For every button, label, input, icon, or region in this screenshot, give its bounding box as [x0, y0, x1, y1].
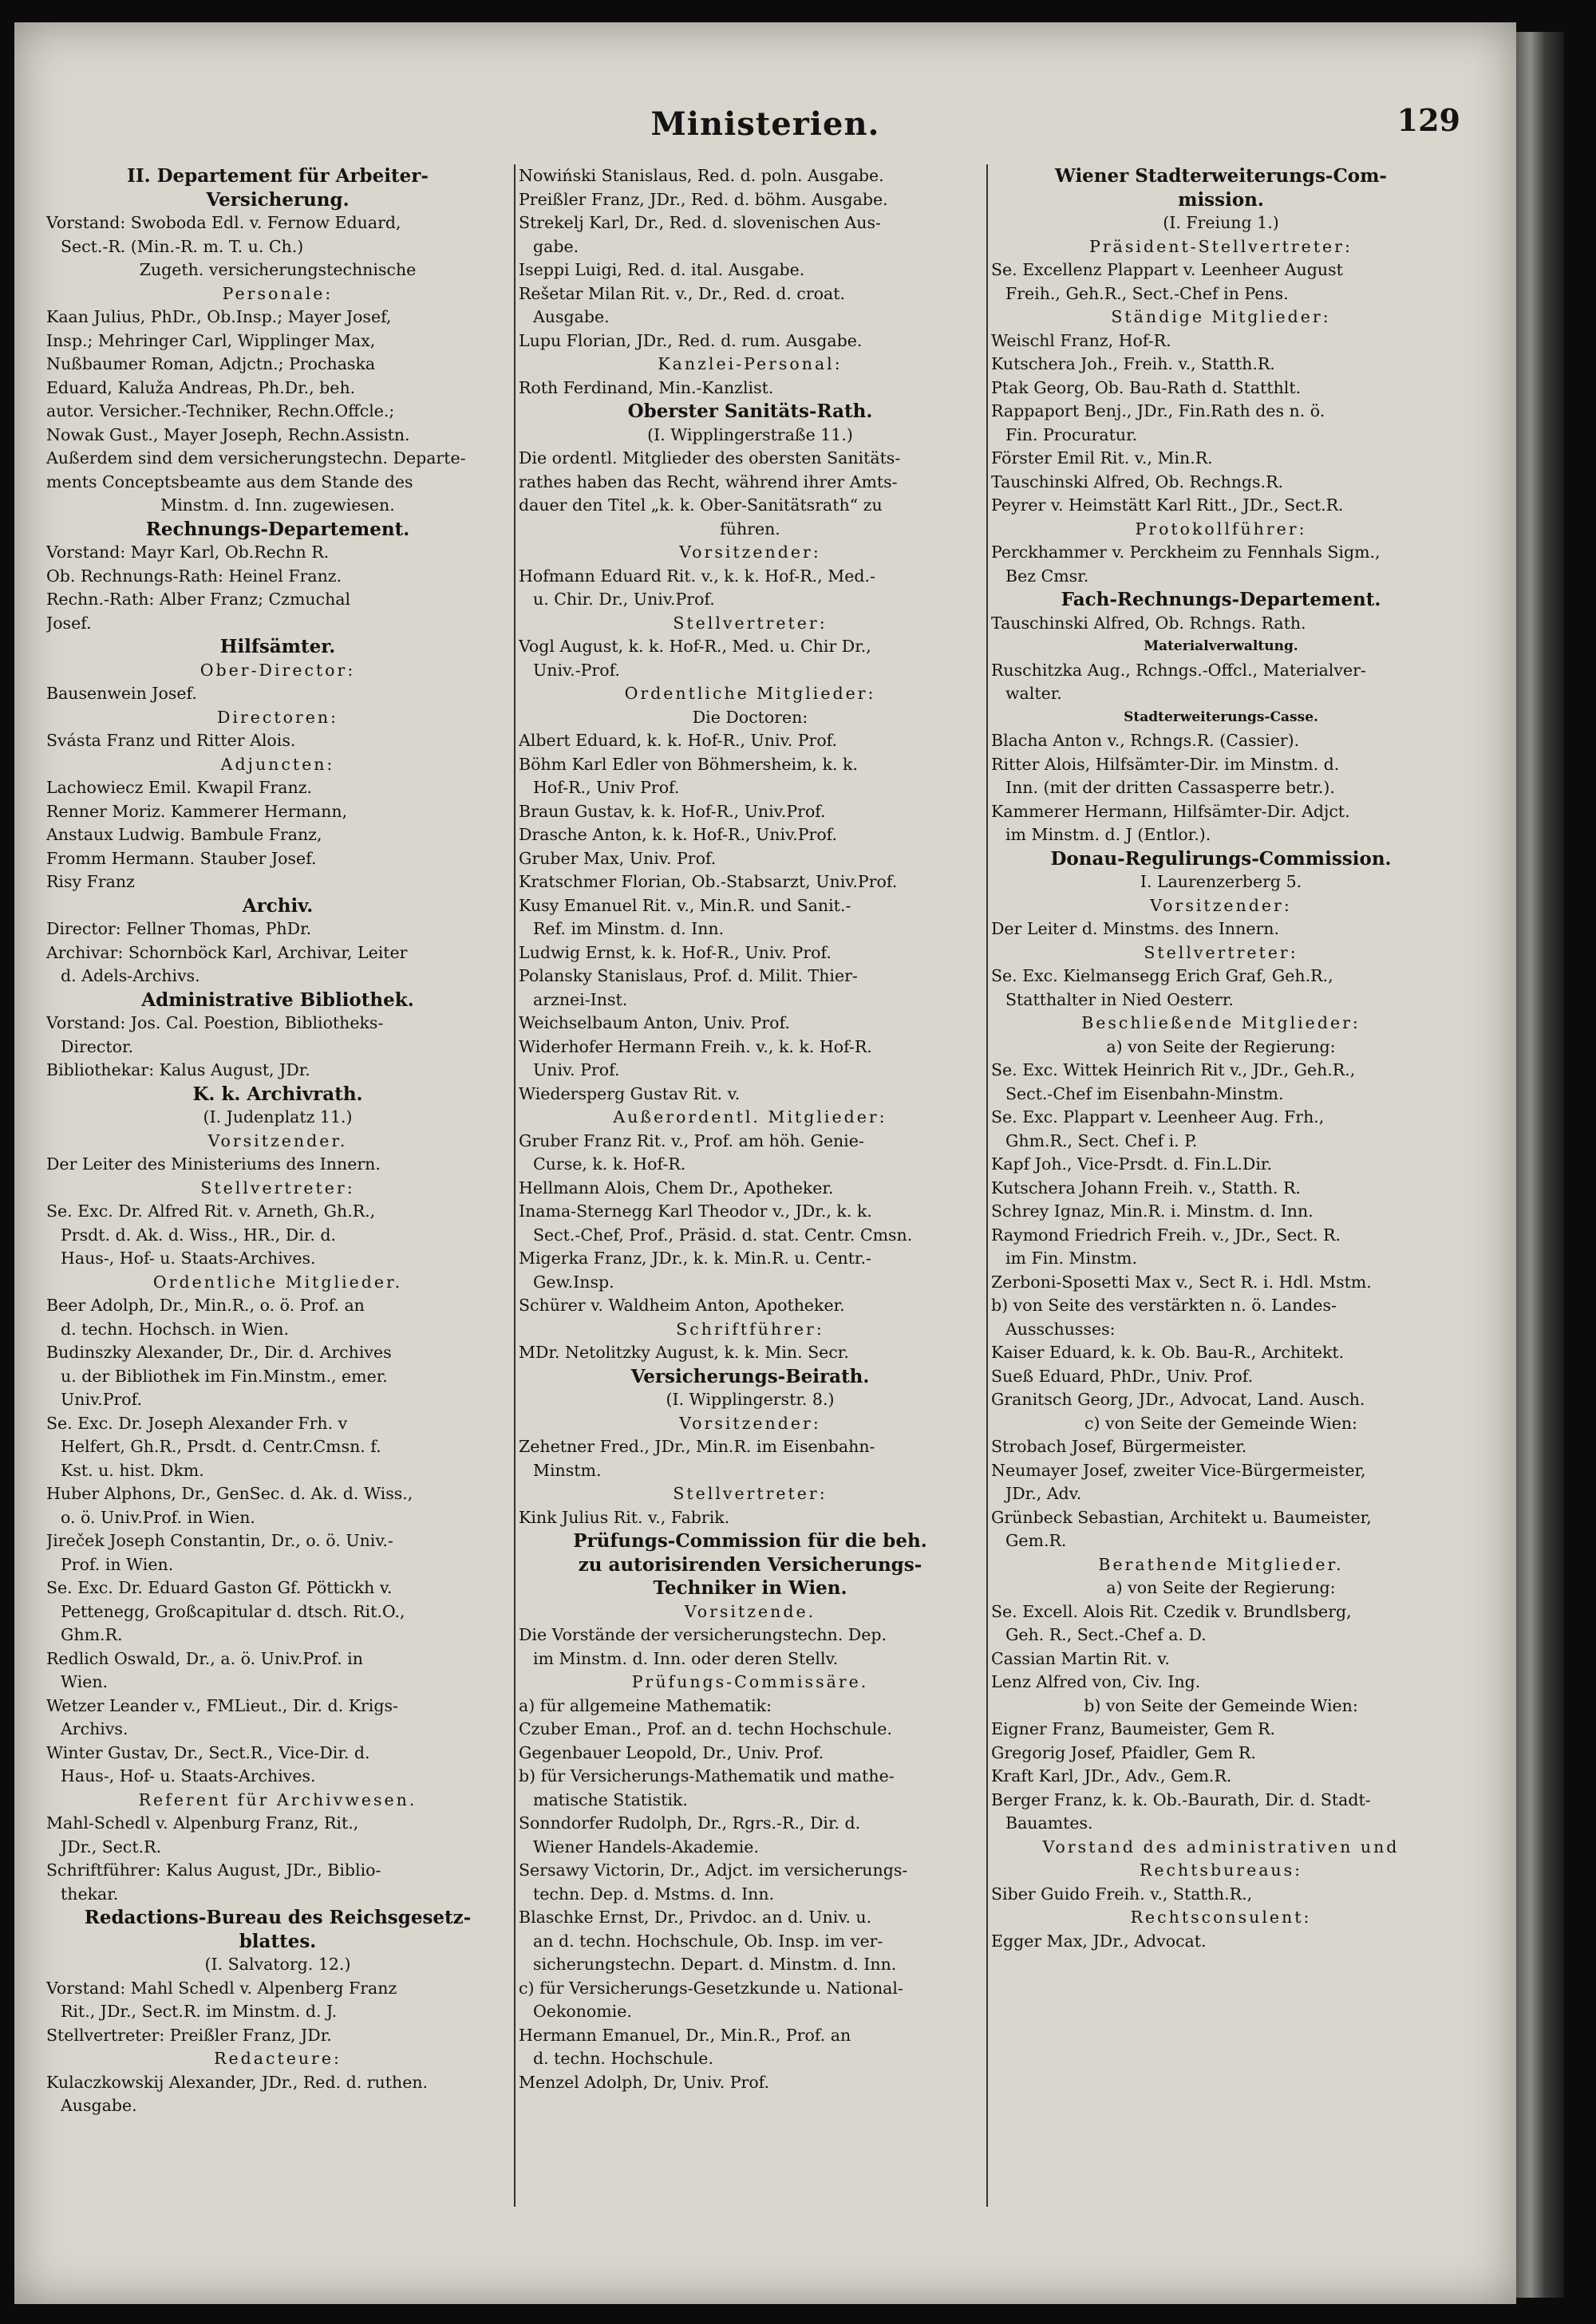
text-line: Blacha Anton v., Rchngs.R. (Cassier). [991, 731, 1300, 750]
page-number: 129 [1396, 102, 1460, 138]
text-line: Anstaux Ludwig. Bambule Franz, [46, 825, 322, 844]
text-line: Se. Exc. Dr. Eduard Gaston Gf. Pöttickh v. [46, 1578, 393, 1597]
text-line: Stellvertreter: Preißler Franz, JDr. [46, 2025, 332, 2045]
text-line: Egger Max, JDr., Advocat. [991, 1931, 1207, 1951]
text-line: Eigner Franz, Baumeister, Gem R. [991, 1719, 1276, 1738]
text-line: Der Leiter des Ministeriums des Innern. [46, 1154, 381, 1174]
subheading: Referent für Archivwesen. [138, 1789, 417, 1809]
text-line: Ruschitzka Aug., Rchngs.-Offcl., Materialver- [991, 660, 1366, 680]
text-line: Weichselbaum Anton, Univ. Prof. [519, 1013, 790, 1032]
subheading: Kanzlei-Personal: [658, 354, 843, 373]
subheading: Ordentliche Mitglieder. [152, 1272, 403, 1292]
text-line: Gruber Franz Rit. v., Prof. am höh. Genie- [519, 1130, 864, 1150]
subheading: Vorsitzender: [679, 1413, 821, 1433]
subheading: Stellvertreter: [673, 613, 828, 633]
text-line: Tauschinski Alfred, Ob. Rchngs. Rath. [991, 613, 1306, 633]
text-line: Director: Fellner Thomas, PhDr. [46, 919, 312, 938]
text-line: thekar. [61, 1884, 119, 1904]
text-line: Schürer v. Waldheim Anton, Apotheker. [519, 1296, 845, 1315]
text-line: Drasche Anton, k. k. Hof-R., Univ.Prof. [519, 825, 838, 844]
subheading: Stellvertreter: [200, 1178, 355, 1198]
text-line: im Minstm. d. J (Entlor.). [1005, 825, 1211, 844]
text-line: Kratschmer Florian, Ob.-Stabsarzt, Univ.Prof. [519, 872, 898, 891]
subheading: Adjuncten: [220, 754, 335, 774]
text-line: Archivs. [61, 1719, 128, 1738]
text-line: gabe. [533, 236, 579, 256]
text-line: u. Chir. Dr., Univ.Prof. [533, 590, 715, 609]
text-line: d. techn. Hochsch. in Wien. [61, 1319, 289, 1339]
text-line: Wetzer Leander v., FMLieut., Dir. d. Krigs- [46, 1695, 398, 1715]
text-line: Kaiser Eduard, k. k. Ob. Bau-R., Architekt. [991, 1343, 1345, 1362]
text-line: Se. Exc. Plappart v. Leenheer Aug. Frh., [991, 1107, 1325, 1126]
text-line: Ref. im Minstm. d. Inn. [533, 919, 725, 938]
text-line: Grünbeck Sebastian, Architekt u. Baumeister, [991, 1507, 1372, 1527]
text-line: Bausenwein Josef. [46, 684, 197, 703]
text-line: Ludwig Ernst, k. k. Hof-R., Univ. Prof. [519, 942, 832, 962]
section-heading: Hilfsämter. [219, 636, 336, 657]
text-line: a) von Seite der Regierung: [1106, 1036, 1336, 1056]
text-line: Winter Gustav, Dr., Sect.R., Vice-Dir. d. [46, 1742, 370, 1762]
text-line: Vogl August, k. k. Hof-R., Med. u. Chir Dr., [519, 637, 871, 656]
subheading: Berathende Mitglieder. [1098, 1554, 1344, 1574]
text-line: sicherungstechn. Depart. d. Minstm. d. Inn. [533, 1955, 897, 1974]
subheading: Ober-Director: [200, 660, 356, 680]
text-line: (I. Judenplatz 11.) [203, 1107, 353, 1126]
text-line: Rechn.-Rath: Alber Franz; Czmuchal [46, 590, 351, 609]
text-line: Lenz Alfred von, Civ. Ing. [991, 1672, 1201, 1691]
section-heading: Wiener Stadterweiterungs-Com- [1055, 165, 1387, 187]
text-line: Archivar: Schornböck Karl, Archivar, Leiter [46, 942, 408, 962]
text-line: Hofmann Eduard Rit. v., k. k. Hof-R., Med.- [519, 566, 875, 586]
column-middle [519, 164, 982, 2263]
text-line: arznei-Inst. [533, 989, 628, 1009]
section-heading: Fach-Rechnungs-Departement. [1061, 589, 1381, 610]
text-line: Zehetner Fred., JDr., Min.R. im Eisenbahn- [519, 1437, 875, 1456]
text-line: Stadterweiterungs-Casse. [1124, 708, 1318, 725]
text-line: Schriftführer: Kalus August, JDr., Biblio- [46, 1860, 381, 1880]
document-page [14, 22, 1516, 2304]
text-line: Wien. [61, 1672, 109, 1691]
column-right [991, 164, 1451, 2263]
text-line: Cassian Martin Rit. v. [991, 1648, 1170, 1668]
text-line: Bibliothekar: Kalus August, JDr. [46, 1060, 310, 1079]
text-line: u. der Bibliothek im Fin.Minstm., emer. [61, 1366, 388, 1386]
text-line: Eduard, Kaluža Andreas, Ph.Dr., beh. [46, 377, 356, 397]
section-heading: Rechnungs-Departement. [145, 518, 410, 540]
text-line: Gegenbauer Leopold, Dr., Univ. Prof. [519, 1742, 824, 1762]
text-line: Hof-R., Univ Prof. [533, 778, 680, 797]
text-line: Huber Alphons, Dr., GenSec. d. Ak. d. Wiss., [46, 1484, 413, 1503]
text-line: Förster Emil Rit. v., Min.R. [991, 448, 1213, 468]
text-line: Vorstand: Swoboda Edl. v. Fernow Eduard, [46, 213, 401, 232]
text-line: Gruber Max, Univ. Prof. [519, 848, 717, 868]
text-line: b) für Versicherungs-Mathematik und mathe- [519, 1766, 895, 1785]
text-line: Fromm Hermann. Stauber Josef. [46, 848, 317, 868]
text-line: Menzel Adolph, Dr, Univ. Prof. [519, 2072, 770, 2092]
text-line: c) von Seite der Gemeinde Wien: [1084, 1413, 1357, 1433]
text-line: Der Leiter d. Minstms. des Innern. [991, 919, 1279, 938]
text-line: o. ö. Univ.Prof. in Wien. [61, 1507, 255, 1527]
subheading: Stellvertreter: [673, 1484, 828, 1503]
text-line: JDr., Sect.R. [61, 1837, 162, 1856]
text-line: Pettenegg, Großcapitular d. dtsch. Rit.O., [61, 1601, 405, 1621]
text-line: Ghm.R. [61, 1625, 123, 1644]
text-line: matische Statistik. [533, 1789, 688, 1809]
section-heading: Versicherungs-Beirath. [630, 1365, 870, 1387]
text-line: c) für Versicherungs-Gesetzkunde u. National- [519, 1978, 903, 1998]
page-header [14, 78, 1516, 150]
text-line: Ptak Georg, Ob. Bau-Rath d. Statthlt. [991, 377, 1302, 397]
text-line: a) für allgemeine Mathematik: [519, 1695, 772, 1715]
text-line: (I. Salvatorg. 12.) [204, 1955, 351, 1974]
subheading: Ständige Mitglieder: [1111, 307, 1331, 326]
text-line: Lachowiecz Emil. Kwapil Franz. [46, 778, 313, 797]
text-line: Kapf Joh., Vice-Prsdt. d. Fin.L.Dir. [991, 1154, 1272, 1174]
text-line: Gew.Insp. [533, 1272, 614, 1292]
text-line: Curse, k. k. Hof-R. [533, 1154, 686, 1174]
subheading: Vorsitzender: [679, 543, 821, 562]
subheading: Vorsitzender: [1150, 895, 1292, 915]
text-line: Die Vorstände der versicherungstechn. Dep. [519, 1625, 887, 1644]
text-line: Böhm Karl Edler von Böhmersheim, k. k. [519, 754, 858, 774]
text-line: Ob. Rechnungs-Rath: Heinel Franz. [46, 566, 342, 586]
text-line: Kaan Julius, PhDr., Ob.Insp.; Mayer Josef, [46, 307, 392, 326]
section-heading: Donau-Regulirungs-Commission. [1050, 847, 1392, 870]
text-line: Statthalter in Nied Oesterr. [1005, 989, 1234, 1009]
text-line: Ausschusses: [1005, 1319, 1116, 1339]
text-line: Budinszky Alexander, Dr., Dir. d. Archives [46, 1343, 392, 1362]
text-line: Neumayer Josef, zweiter Vice-Bürgermeister, [991, 1460, 1366, 1480]
text-line: Gem.R. [1005, 1531, 1067, 1550]
text-line: Kutschera Johann Freih. v., Statth. R. [991, 1178, 1301, 1198]
text-line: Se. Excell. Alois Rit. Czedik v. Brundlsberg, [991, 1601, 1352, 1621]
text-line: Nowak Gust., Mayer Joseph, Rechn.Assistn. [46, 424, 410, 444]
text-line: Wiener Handels-Akademie. [533, 1837, 759, 1856]
text-line: Preißler Franz, JDr., Red. d. böhm. Ausgabe. [519, 189, 888, 209]
text-line: ments Conceptsbeamte aus dem Stande des [46, 472, 413, 491]
text-line: Mahl-Schedl v. Alpenburg Franz, Rit., [46, 1813, 359, 1833]
text-line: autor. Versicher.-Techniker, Rechn.Offcle.; [46, 401, 395, 420]
text-line: Prof. in Wien. [61, 1554, 174, 1574]
text-line: Inama-Sternegg Karl Theodor v., JDr., k. k. [519, 1201, 872, 1221]
text-line: Rappaport Benj., JDr., Fin.Rath des n. ö. [991, 401, 1325, 420]
text-line: Kulaczkowskij Alexander, JDr., Red. d. ruthen. [46, 2072, 429, 2092]
text-line: Iseppi Luigi, Red. d. ital. Ausgabe. [519, 260, 805, 279]
text-line: Josef. [46, 613, 92, 633]
section-heading: Oberster Sanitäts-Rath. [627, 400, 873, 422]
text-line: Kusy Emanuel Rit. v., Min.R. und Sanit.- [519, 895, 851, 915]
text-line: führen. [720, 519, 780, 539]
text-line: Fin. Procuratur. [1005, 424, 1138, 444]
text-line: Die ordentl. Mitglieder des obersten Sanitäts- [519, 448, 901, 468]
text-line: walter. [1005, 684, 1062, 703]
text-line: Widerhofer Hermann Freih. v., k. k. Hof-R. [519, 1036, 872, 1056]
subheading: Prüfungs-Commissäre. [631, 1672, 869, 1691]
section-heading: Versicherung. [206, 188, 350, 211]
text-line: Geh. R., Sect.-Chef a. D. [1005, 1625, 1207, 1644]
text-line: Oekonomie. [533, 2002, 632, 2021]
text-line: Siber Guido Freih. v., Statth.R., [991, 1884, 1253, 1904]
text-line: Ausgabe. [61, 2096, 137, 2115]
text-line: Peyrer v. Heimstätt Karl Ritt., JDr., Sect.R. [991, 495, 1344, 515]
subheading: Stellvertreter: [1144, 942, 1298, 962]
text-line: Haus-, Hof- u. Staats-Archives. [61, 1766, 316, 1785]
text-line: Univ.-Prof. [533, 660, 620, 680]
text-line: d. techn. Hochschule. [533, 2049, 713, 2068]
text-line: Bez Cmsr. [1005, 566, 1089, 586]
text-line: Strobach Josef, Bürgermeister. [991, 1437, 1247, 1456]
subheading: Außerordentl. Mitglieder: [613, 1107, 887, 1126]
text-line: Sect.-R. (Min.-R. m. T. u. Ch.) [61, 236, 304, 256]
text-line: Jireček Joseph Constantin, Dr., o. ö. Univ.- [46, 1531, 393, 1550]
text-line: Minstm. [533, 1460, 602, 1480]
text-line: Helfert, Gh.R., Prsdt. d. Centr.Cmsn. f. [61, 1437, 381, 1456]
text-line: (I. Wipplingerstr. 8.) [666, 1390, 835, 1409]
text-line: Insp.; Mehringer Carl, Wipplinger Max, [46, 330, 376, 350]
text-line: Braun Gustav, k. k. Hof-R., Univ.Prof. [519, 801, 826, 821]
subheading: Schriftführer: [676, 1319, 824, 1339]
text-line: Granitsch Georg, JDr., Advocat, Land. Ausch. [991, 1390, 1365, 1409]
text-line: Redlich Oswald, Dr., a. ö. Univ.Prof. in [46, 1648, 363, 1668]
text-line: Tauschinski Alfred, Ob. Rechngs.R. [991, 472, 1284, 491]
text-line: Albert Eduard, k. k. Hof-R., Univ. Prof. [519, 731, 838, 750]
text-line: Rit., JDr., Sect.R. im Minstm. d. J. [61, 2002, 338, 2021]
text-line: Kutschera Joh., Freih. v., Statth.R. [991, 354, 1275, 373]
text-line: Lupu Florian, JDr., Red. d. rum. Ausgabe. [519, 330, 863, 350]
text-line: Risy Franz [46, 872, 135, 891]
section-heading: II. Departement für Arbeiter- [127, 165, 429, 187]
text-line: a) von Seite der Regierung: [1106, 1578, 1336, 1597]
text-line: Kraft Karl, JDr., Adv., Gem.R. [991, 1766, 1232, 1785]
text-line: Vorstand: Mahl Schedl v. Alpenberg Franz [46, 1978, 397, 1998]
text-line: Roth Ferdinand, Min.-Kanzlist. [519, 377, 774, 397]
text-line: Raymond Friedrich Freih. v., JDr., Sect. R. [991, 1225, 1341, 1245]
subheading: Vorsitzende. [684, 1601, 816, 1621]
section-heading: Administrative Bibliothek. [141, 988, 414, 1011]
text-line: Die Doctoren: [692, 707, 808, 727]
text-line: Migerka Franz, JDr., k. k. Min.R. u. Centr.- [519, 1249, 871, 1268]
text-line: Rešetar Milan Rit. v., Dr., Red. d. croat. [519, 283, 846, 303]
text-line: Außerdem sind dem versicherungstechn. Departe- [46, 448, 466, 468]
text-line: an d. techn. Hochschule, Ob. Insp. im ver- [533, 1931, 883, 1951]
text-line: Zugeth. versicherungstechnische [139, 260, 417, 279]
subheading: Rechtsbureaus: [1139, 1860, 1303, 1880]
text-line: d. Adels-Archivs. [61, 966, 200, 985]
subheading: Directoren: [216, 707, 339, 727]
text-line: Czuber Eman., Prof. an d. techn Hochschule. [519, 1719, 892, 1738]
subheading: Vorsitzender. [207, 1130, 348, 1150]
text-line: Se. Excellenz Plappart v. Leenheer August [991, 260, 1343, 279]
text-line: Se. Exc. Kielmansegg Erich Graf, Geh.R., [991, 966, 1333, 985]
subheading: Redacteure: [214, 2049, 342, 2068]
text-line: Freih., Geh.R., Sect.-Chef in Pens. [1005, 283, 1289, 303]
column-left [46, 164, 509, 2263]
text-line: Director. [61, 1036, 134, 1056]
subheading: Beschließende Mitglieder: [1081, 1013, 1361, 1032]
subheading: Präsident-Stellvertreter: [1089, 236, 1353, 256]
text-line: Ghm.R., Sect. Chef i. P. [1005, 1130, 1198, 1150]
text-line: JDr., Adv. [1005, 1484, 1082, 1503]
text-line: I. Laurenzerberg 5. [1140, 872, 1302, 891]
text-line: im Minstm. d. Inn. oder deren Stellv. [533, 1648, 839, 1668]
text-line: b) von Seite der Gemeinde Wien: [1084, 1695, 1358, 1715]
text-line: (I. Wipplingerstraße 11.) [647, 424, 853, 444]
column-divider [514, 164, 516, 2207]
section-heading: blattes. [239, 1930, 317, 1952]
section-heading: zu autorisirenden Versicherungs- [578, 1553, 922, 1576]
text-line: Se. Exc. Wittek Heinrich Rit v., JDr., Geh.R., [991, 1060, 1356, 1079]
section-heading: mission. [1178, 188, 1264, 211]
text-line: Sect.-Chef im Eisenbahn-Minstm. [1005, 1083, 1284, 1103]
text-line: Gregorig Josef, Pfaidler, Gem R. [991, 1742, 1256, 1762]
text-line: Schrey Ignaz, Min.R. i. Minstm. d. Inn. [991, 1201, 1314, 1221]
running-head: Ministerien. [650, 105, 880, 143]
text-line: Ritter Alois, Hilfsämter-Dir. im Minstm. d. [991, 754, 1340, 774]
text-line: Sonndorfer Rudolph, Dr., Rgrs.-R., Dir. d. [519, 1813, 861, 1833]
text-line: Zerboni-Sposetti Max v., Sect R. i. Hdl. Mstm. [991, 1272, 1372, 1292]
text-line: im Fin. Minstm. [1005, 1249, 1137, 1268]
text-line: Haus-, Hof- u. Staats-Archives. [61, 1249, 316, 1268]
section-heading: Archiv. [242, 894, 314, 917]
text-line: techn. Dep. d. Mstms. d. Inn. [533, 1884, 775, 1904]
text-line: Sect.-Chef, Prof., Präsid. d. stat. Centr. Cmsn. [533, 1225, 913, 1245]
text-line: Sueß Eduard, PhDr., Univ. Prof. [991, 1366, 1254, 1386]
subheading: Rechtsconsulent: [1130, 1908, 1312, 1927]
section-heading: Prüfungs-Commission für die beh. [573, 1530, 927, 1552]
text-line: Univ. Prof. [533, 1060, 620, 1079]
text-line: Polansky Stanislaus, Prof. d. Milit. Thier- [519, 966, 858, 985]
text-columns [46, 164, 1451, 2263]
text-line: Sersawy Victorin, Dr., Adjct. im versicherungs- [519, 1860, 908, 1880]
text-line: Weischl Franz, Hof-R. [991, 330, 1171, 350]
text-line: Hellmann Alois, Chem Dr., Apotheker. [519, 1178, 834, 1198]
text-line: dauer den Titel „k. k. Ober-Sanitätsrath“ zu [519, 495, 883, 515]
text-line: Renner Moriz. Kammerer Hermann, [46, 801, 348, 821]
column-divider [986, 164, 988, 2207]
text-line: Kink Julius Rit. v., Fabrik. [519, 1507, 730, 1527]
text-line: Kammerer Hermann, Hilfsämter-Dir. Adjct. [991, 801, 1350, 821]
text-line: Univ.Prof. [61, 1390, 143, 1409]
text-line: Blaschke Ernst, Dr., Privdoc. an d. Univ. u. [519, 1908, 872, 1927]
text-line: Nußbaumer Roman, Adjctn.; Prochaska [46, 354, 376, 373]
text-line: Nowiński Stanislaus, Red. d. poln. Ausgabe. [519, 166, 884, 185]
text-line: Kst. u. hist. Dkm. [61, 1460, 204, 1480]
text-line: Bauamtes. [1005, 1813, 1093, 1833]
subheading: Protokollführer: [1135, 519, 1307, 539]
text-line: Vorstand: Jos. Cal. Poestion, Bibliotheks- [46, 1013, 384, 1032]
text-line: Inn. (mit der dritten Cassasperre betr.). [1005, 778, 1335, 797]
text-line: Vorstand: Mayr Karl, Ob.Rechn R. [46, 543, 330, 562]
subheading: Vorstand des administrativen und [1042, 1837, 1400, 1856]
text-line: Ausgabe. [533, 307, 610, 326]
section-heading: Techniker in Wien. [653, 1577, 847, 1599]
text-line: Berger Franz, k. k. Ob.-Baurath, Dir. d. Stadt- [991, 1789, 1371, 1809]
text-line: Wiedersperg Gustav Rit. v. [519, 1083, 741, 1103]
text-line: b) von Seite des verstärkten n. ö. Landes- [991, 1296, 1337, 1315]
text-line: Se. Exc. Dr. Joseph Alexander Frh. v [46, 1413, 348, 1433]
text-line: MDr. Netolitzky August, k. k. Min. Secr. [519, 1343, 849, 1362]
subheading: Personale: [222, 283, 334, 303]
text-line: rathes haben das Recht, während ihrer Amts- [519, 472, 898, 491]
text-line: Prsdt. d. Ak. d. Wiss., HR., Dir. d. [61, 1225, 337, 1245]
text-line: Svásta Franz und Ritter Alois. [46, 731, 296, 750]
text-line: Minstm. d. Inn. zugewiesen. [160, 495, 395, 515]
text-line: Strekelj Karl, Dr., Red. d. slovenischen Aus- [519, 213, 881, 232]
subheading: Ordentliche Mitglieder: [624, 684, 876, 703]
text-line: Hermann Emanuel, Dr., Min.R., Prof. an [519, 2025, 851, 2045]
text-line: Perckhammer v. Perckheim zu Fennhals Sigm., [991, 543, 1381, 562]
section-heading: K. k. Archivrath. [192, 1083, 363, 1105]
text-line: Materialverwaltung. [1144, 638, 1298, 654]
section-heading: Redactions-Bureau des Reichsgesetz- [84, 1907, 472, 1928]
text-line: (I. Freiung 1.) [1163, 213, 1279, 232]
text-line: Se. Exc. Dr. Alfred Rit. v. Arneth, Gh.R., [46, 1201, 376, 1221]
text-line: Beer Adolph, Dr., Min.R., o. ö. Prof. an [46, 1296, 365, 1315]
page-edge [1516, 32, 1564, 2298]
